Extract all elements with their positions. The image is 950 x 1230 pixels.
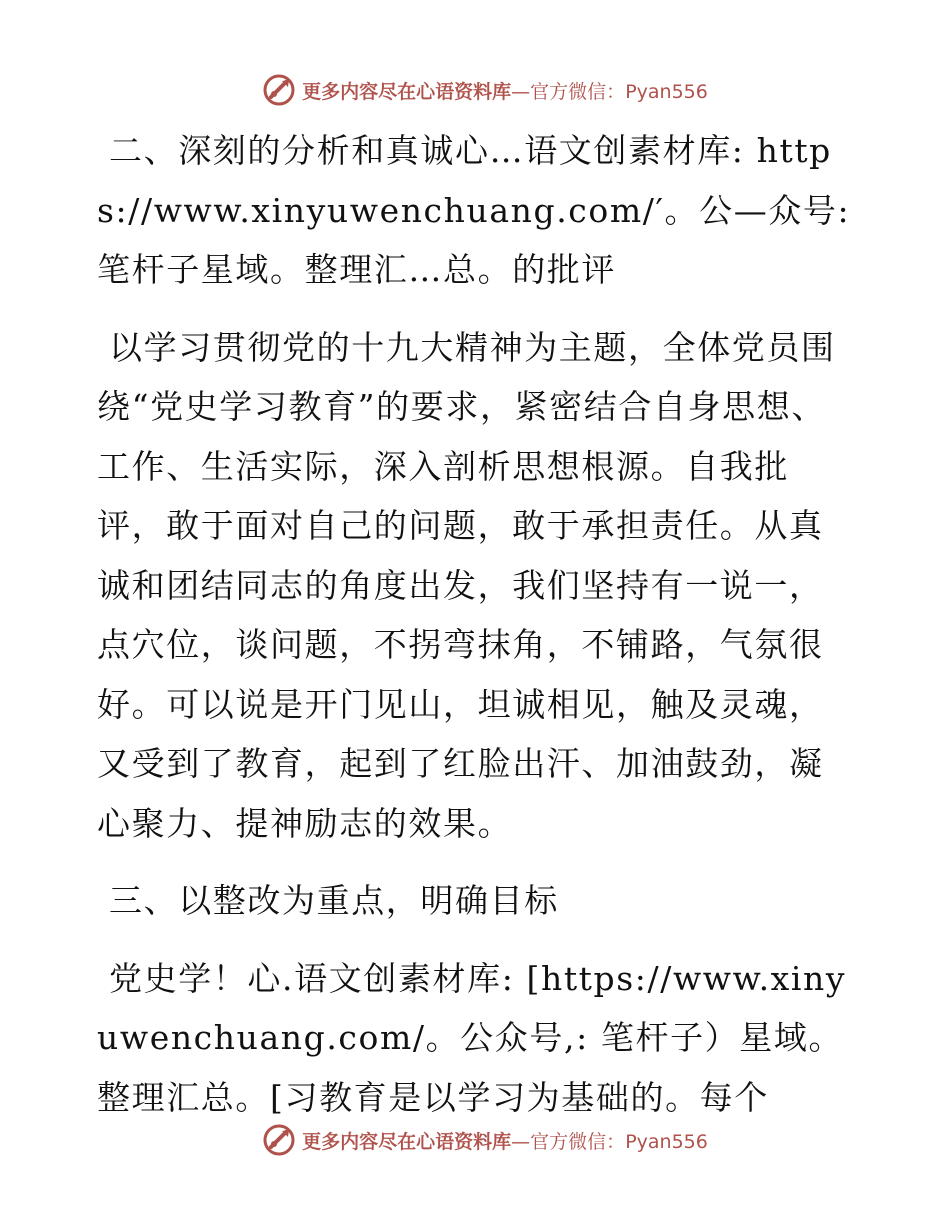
- document-body: [97, 121, 857, 1145]
- brand-logo-icon: [262, 73, 296, 107]
- header-banner-text: [302, 77, 708, 104]
- footer-banner: [0, 1120, 950, 1160]
- header-banner-inner: [262, 73, 708, 107]
- header-banner: [0, 70, 950, 110]
- header-banner-dash: —: [511, 80, 531, 103]
- footer-banner-sub: 官方微信：: [530, 1130, 626, 1153]
- body-paragraph: 以学习贯彻党的十九大精神为主题，全体党员围绕“党史学习教育”的要求，紧密结合自身思想、工作、生活实际，深入剖析思想根源。自我批评，敢于面对自己的问题，敢于承担责任。从真诚和团结同志的角度出发，我们坚持有一说一，点穴位，谈问题，不拐弯抹角，不铺路，气氛很好。可以说是开门见山，坦诚相见，触及灵魂，又受到了教育，起到了红脸出汗、加油鼓劲，凝心聚力、提神励志的效果。: [97, 327, 836, 843]
- header-banner-sub: 官方微信：: [530, 80, 626, 103]
- footer-banner-text: [302, 1127, 708, 1154]
- footer-banner-id: Pyan556: [625, 1130, 708, 1153]
- section-three-paragraph: 党史学！心.语文创素材库: [https://www.xinyuwenchuang.com/。公众号,: 笔杆子）星域。整理汇总。[习教育是以学习为基础的。每个: [97, 958, 847, 1117]
- footer-banner-main: 更多内容尽在心语资料库: [302, 1130, 512, 1153]
- footer-banner-inner: [262, 1123, 708, 1157]
- brand-logo-icon: [262, 1123, 296, 1157]
- section-two-paragraph: 二、深刻的分析和真诚心…语文创素材库: https://www.xinyuwenchuang.com/′。公—众号: 笔杆子星域。整理汇…总。的批评: [97, 131, 851, 289]
- header-banner-id: Pyan556: [625, 80, 708, 103]
- header-banner-main: 更多内容尽在心语资料库: [302, 80, 512, 103]
- footer-banner-dash: —: [511, 1130, 531, 1153]
- section-three-heading: 三、以整改为重点，明确目标: [109, 881, 559, 920]
